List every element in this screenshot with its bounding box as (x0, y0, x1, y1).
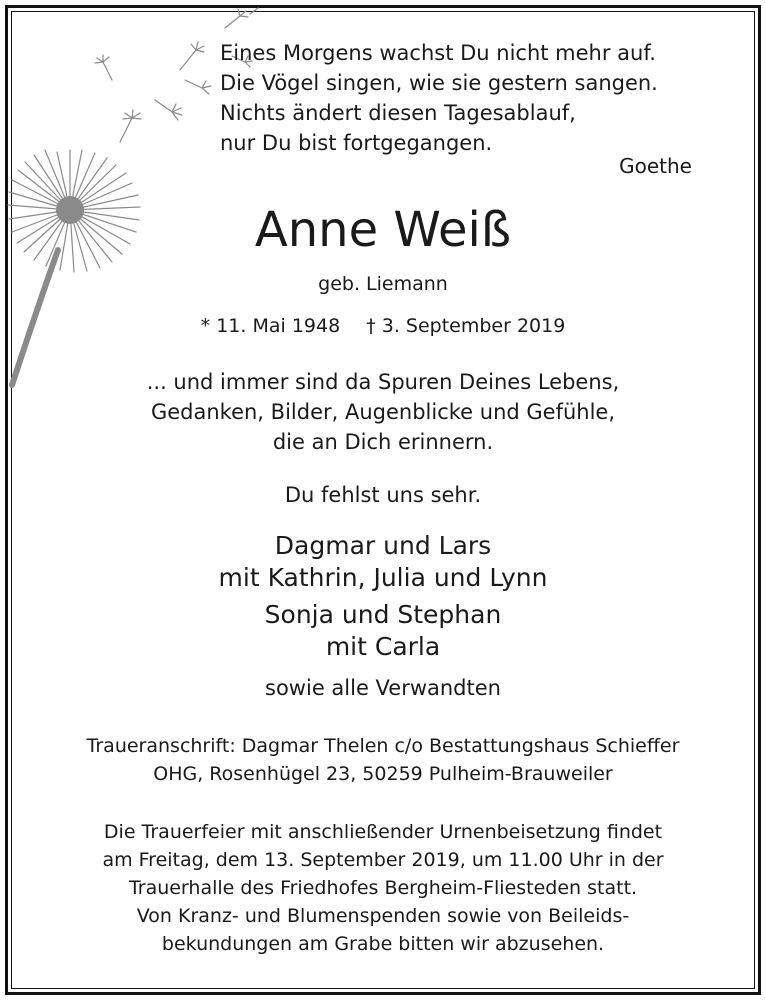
poem (220, 38, 720, 158)
notice-line: Trauerhalle des Friedhofes Bergheim-Fliesteden statt. (128, 877, 638, 899)
address-line: OHG, Rosenhügel 23, 50259 Pulheim-Brauweiler (153, 763, 613, 785)
poem-line: nur Du bist fortgegangen. (220, 131, 493, 155)
family-line: Sonja und Stephan (264, 600, 502, 629)
memorial-verse (0, 367, 766, 457)
life-dates (0, 312, 766, 340)
family-line: mit Kathrin, Julia und Lynn (218, 563, 548, 592)
family-line: mit Carla (325, 632, 441, 661)
address-line: Traueranschrift: Dagmar Thelen c/o Bestattungshaus Schieffer (86, 735, 680, 757)
notice-line: Die Trauerfeier mit anschließender Urnenbeisetzung findet (103, 821, 663, 843)
birth-date: * 11. Mai 1948 (200, 315, 341, 337)
family-group-2 (0, 599, 766, 663)
poem-line: Nichts ändert diesen Tagesablauf, (220, 101, 576, 125)
family-group-1 (0, 530, 766, 594)
notice-line: bekundungen am Grabe bitten wir abzusehen. (161, 933, 605, 955)
family-line: Dagmar und Lars (274, 531, 492, 560)
relatives-line: sowie alle Verwandten (265, 676, 501, 700)
notice-line: am Freitag, dem 13. September 2019, um 11.00 Uhr in der (102, 849, 664, 871)
deceased-name: Anne Weiß (254, 202, 512, 258)
poem-author: Goethe (619, 154, 692, 178)
poem-line: Die Vögel singen, wie sie gestern sangen. (220, 71, 658, 95)
funeral-notice (0, 818, 766, 958)
verse-line: Gedanken, Bilder, Augenblicke und Gefühle, (150, 400, 616, 424)
notice-line: Von Kranz- und Blumenspenden sowie von Beileids- (136, 905, 630, 927)
family-signatures (0, 530, 766, 663)
verse-line: die an Dich erinnern. (272, 430, 494, 454)
miss-you-line: Du fehlst uns sehr. (284, 483, 482, 507)
maiden-name: geb. Liemann (318, 273, 448, 295)
death-date: † 3. September 2019 (366, 315, 566, 337)
poem-line: Eines Morgens wachst Du nicht mehr auf. (220, 41, 656, 65)
mourning-address (0, 732, 766, 788)
verse-line: ... und immer sind da Spuren Deines Lebens, (146, 370, 620, 394)
